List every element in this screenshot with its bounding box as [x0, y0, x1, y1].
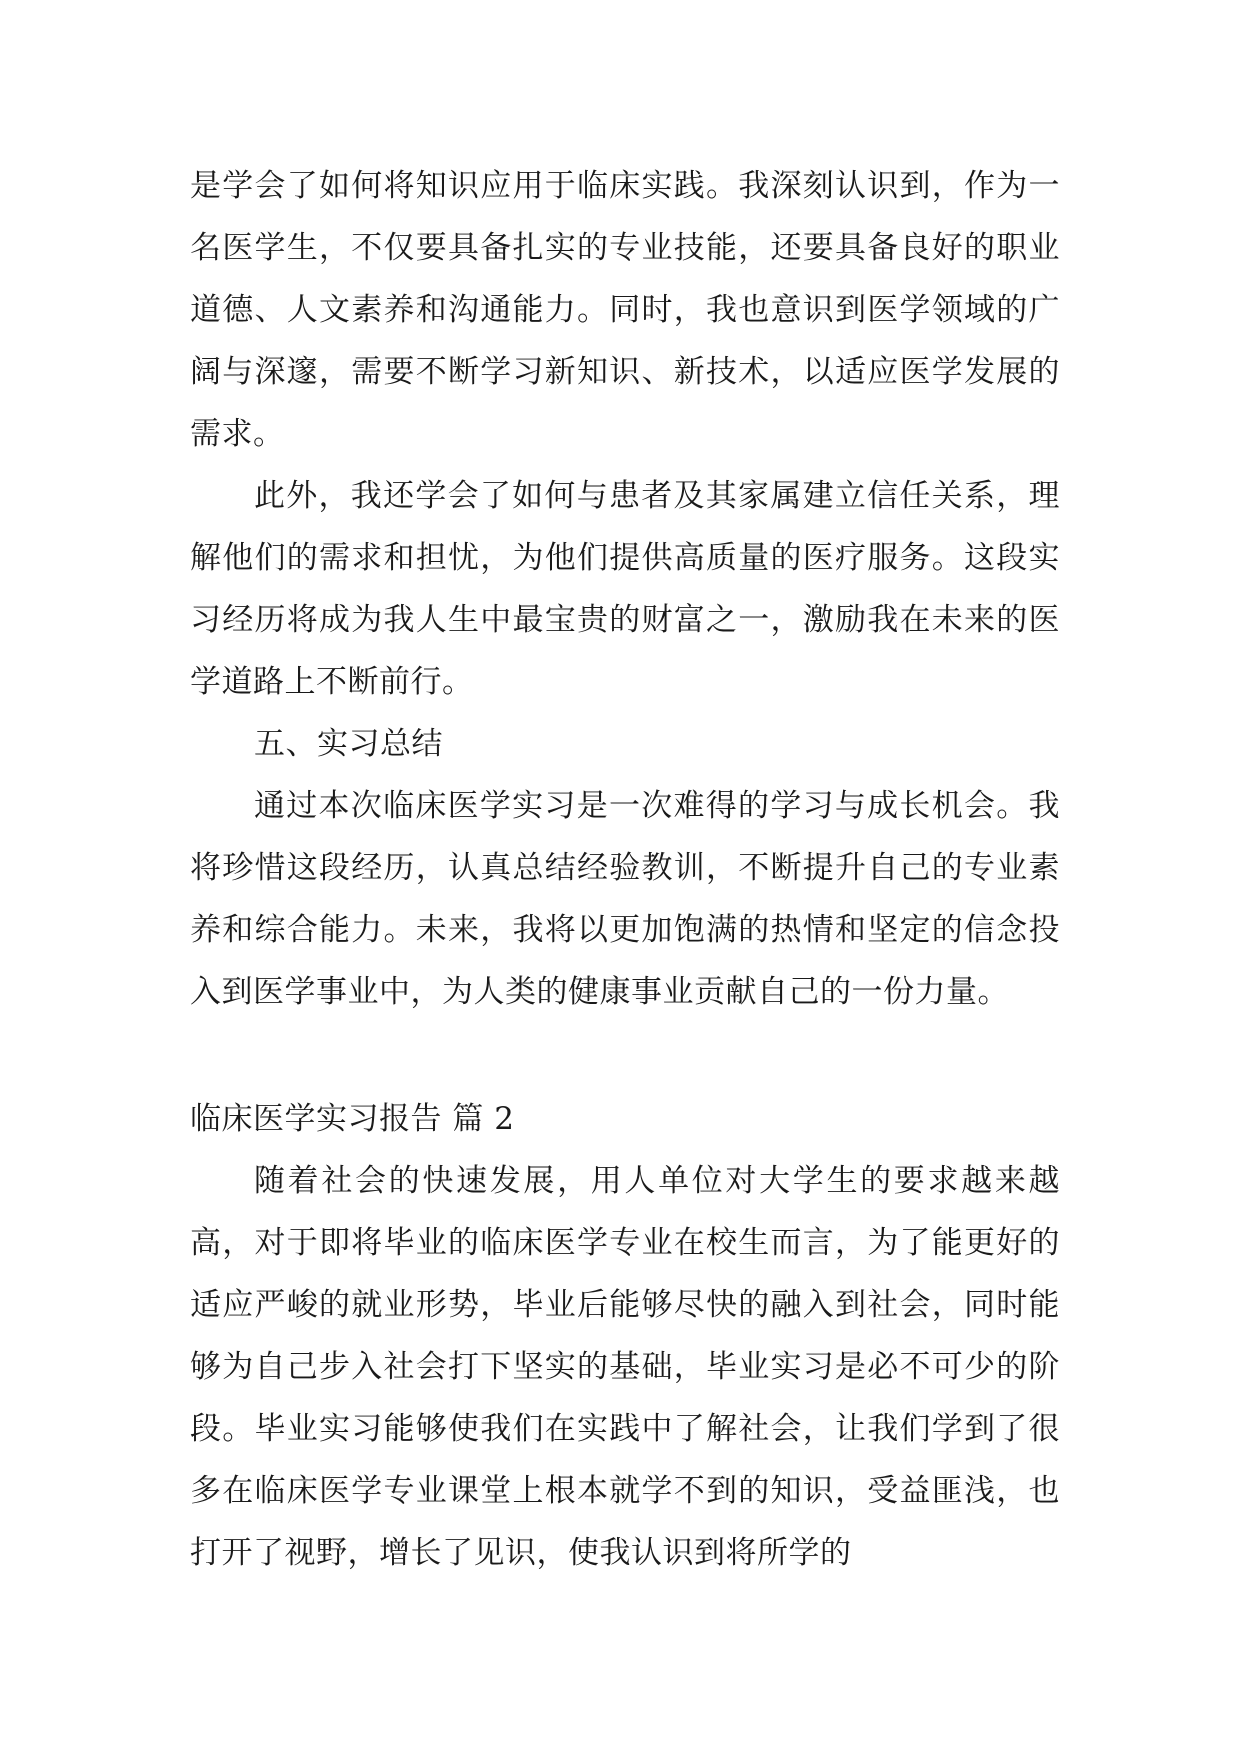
paragraph-intro: 随着社会的快速发展，用人单位对大学生的要求越来越高，对于即将毕业的临床医学专业在校生而言，为了能更好的适应严峻的就业形势，毕业后能够尽快的融入到社会，同时能够为自己步入社会打下坚实的基础，毕业实习是必不可少的阶段。毕业实习能够使我们在实践中了解社会，让我们学到了很多在临床医学专业课堂上根本就学不到的知识，受益匪浅，也打开了视野，增长了见识，使我认识到将所学的	[190, 1163, 1060, 1571]
subheading-summary: 五、实习总结	[254, 726, 443, 762]
paragraph-summary: 通过本次临床医学实习是一次难得的学习与成长机会。我将珍惜这段经历，认真总结经验教训，不断提升自己的专业素养和综合能力。未来，我将以更加饱满的热情和坚定的信念投入到医学事业中，为人类的健康事业贡献自己的一份力量。	[190, 788, 1060, 1010]
paragraph-gains: 此外，我还学会了如何与患者及其家属建立信任关系，理解他们的需求和担忧，为他们提供高质量的医疗服务。这段实习经历将成为我人生中最宝贵的财富之一，激励我在未来的医学道路上不断前行。	[190, 478, 1060, 700]
report-section-2	[190, 1150, 1060, 1584]
continued-paragraph: 是学会了如何将知识应用于临床实践。我深刻认识到，作为一名医学生，不仅要具备扎实的专业技能，还要具备良好的职业道德、人文素养和沟通能力。同时，我也意识到医学领域的广阔与深邃，需要不断学习新知识、新技术，以适应医学发展的需求。	[190, 168, 1060, 452]
section-title: 临床医学实习报告 篇 2	[190, 1101, 515, 1137]
report-section-1	[190, 155, 1060, 1023]
